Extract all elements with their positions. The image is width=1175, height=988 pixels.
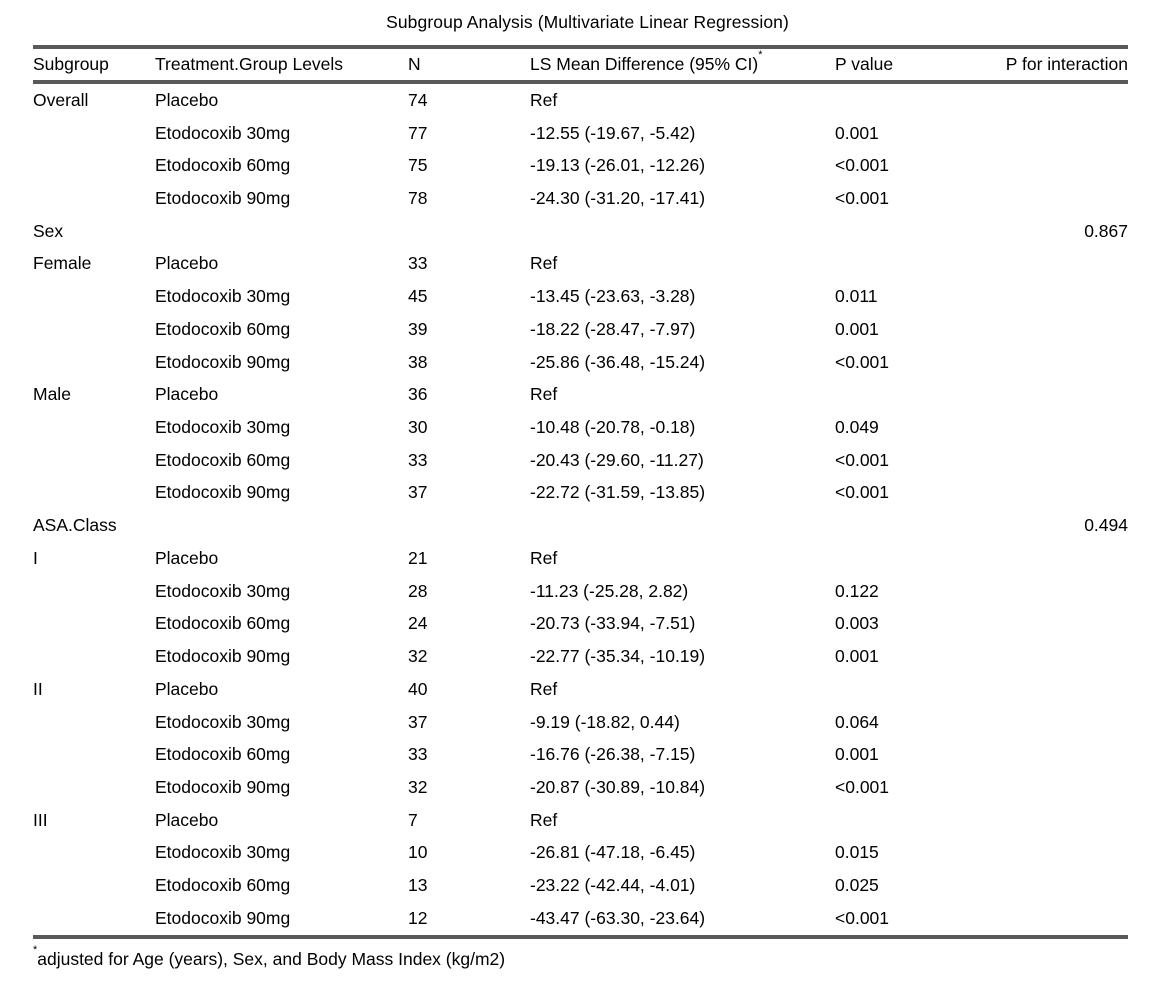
table-row <box>33 117 1128 150</box>
subgroup-analysis-table <box>33 45 1128 939</box>
table-row <box>33 444 1128 477</box>
cell-ls-mean-difference: Ref <box>530 809 558 830</box>
cell-p-for-interaction <box>985 149 1128 182</box>
cell-p-value: 0.122 <box>835 580 879 601</box>
cell-ls-mean-difference <box>530 215 835 248</box>
cell-subgroup <box>33 346 155 379</box>
cell-subgroup <box>33 902 155 937</box>
cell-p-value: 0.003 <box>835 613 879 634</box>
cell-ls-mean-difference: -22.77 (-35.34, -10.19) <box>530 646 706 667</box>
cell-p-value: <0.001 <box>835 155 890 176</box>
cell-ls-mean-difference: -16.76 (-26.38, -7.15) <box>530 744 696 765</box>
cell-treatment-group-level: Etodocoxib 60mg <box>155 449 291 470</box>
cell-p-for-interaction <box>985 411 1128 444</box>
cell-p-value: 0.001 <box>835 318 879 339</box>
footnote-text: adjusted for Age (years), Sex, and Body Mass Index (kg/m2) <box>37 948 506 969</box>
header-row <box>33 47 1128 82</box>
cell-p-value <box>835 804 985 837</box>
cell-p-for-interaction <box>985 869 1128 902</box>
cell-subgroup <box>33 411 155 444</box>
cell-ls-mean-difference: -24.30 (-31.20, -17.41) <box>530 188 706 209</box>
cell-subgroup <box>33 738 155 771</box>
table-row <box>33 313 1128 346</box>
cell-p-value: <0.001 <box>835 776 890 797</box>
cell-n: 45 <box>408 286 428 307</box>
cell-treatment-group-level: Etodocoxib 30mg <box>155 580 291 601</box>
cell-subgroup <box>33 280 155 313</box>
cell-n: 33 <box>408 449 428 470</box>
cell-n: 10 <box>408 842 428 863</box>
cell-subgroup: III <box>33 809 48 830</box>
table-header <box>33 47 1128 82</box>
cell-p-value <box>835 82 985 117</box>
cell-p-value: 0.064 <box>835 711 879 732</box>
cell-p-for-interaction <box>985 117 1128 150</box>
cell-subgroup: II <box>33 678 43 699</box>
cell-treatment-group-level: Placebo <box>155 384 219 405</box>
cell-p-for-interaction <box>985 608 1128 641</box>
cell-treatment-group-level: Placebo <box>155 678 219 699</box>
table-row <box>33 215 1128 248</box>
footnote-marker-superscript: * <box>33 943 38 956</box>
cell-p-value <box>835 215 985 248</box>
table-row <box>33 248 1128 281</box>
cell-subgroup <box>33 575 155 608</box>
cell-ls-mean-difference: -20.73 (-33.94, -7.51) <box>530 613 696 634</box>
cell-subgroup <box>33 117 155 150</box>
table-row <box>33 804 1128 837</box>
cell-p-for-interaction <box>985 280 1128 313</box>
cell-subgroup: Female <box>33 253 92 274</box>
cell-subgroup <box>33 477 155 510</box>
cell-ls-mean-difference: -43.47 (-63.30, -23.64) <box>530 907 706 928</box>
cell-p-for-interaction <box>985 477 1128 510</box>
cell-treatment-group-level: Etodocoxib 90mg <box>155 482 291 503</box>
cell-treatment-group-level <box>155 509 408 542</box>
cell-ls-mean-difference: -23.22 (-42.44, -4.01) <box>530 875 696 896</box>
cell-p-for-interaction <box>985 902 1128 937</box>
table-row <box>33 477 1128 510</box>
column-header-p-value: P value <box>835 47 985 82</box>
cell-p-for-interaction <box>985 248 1128 281</box>
cell-subgroup: Male <box>33 384 71 405</box>
table-row <box>33 706 1128 739</box>
cell-subgroup: ASA.Class <box>33 515 117 536</box>
table-row <box>33 346 1128 379</box>
cell-ls-mean-difference: -11.23 (-25.28, 2.82) <box>530 580 689 601</box>
cell-n: 39 <box>408 318 428 339</box>
table-body <box>33 82 1128 937</box>
cell-n: 36 <box>408 384 428 405</box>
cell-subgroup <box>33 640 155 673</box>
table-row <box>33 902 1128 937</box>
cell-subgroup: Overall <box>33 89 89 110</box>
table-row <box>33 608 1128 641</box>
cell-treatment-group-level: Etodocoxib 90mg <box>155 188 291 209</box>
cell-ls-mean-difference: -13.45 (-23.63, -3.28) <box>530 286 696 307</box>
column-header-n: N <box>408 47 530 82</box>
cell-p-value: <0.001 <box>835 449 890 470</box>
cell-n: 77 <box>408 122 428 143</box>
cell-treatment-group-level: Etodocoxib 90mg <box>155 351 291 372</box>
cell-n <box>408 215 530 248</box>
cell-subgroup <box>33 771 155 804</box>
footnote <box>33 943 1128 970</box>
cell-p-value: 0.025 <box>835 875 879 896</box>
cell-subgroup <box>33 869 155 902</box>
cell-subgroup <box>33 837 155 870</box>
cell-p-for-interaction <box>985 673 1128 706</box>
cell-treatment-group-level: Etodocoxib 30mg <box>155 711 291 732</box>
column-header-ls-mean-difference <box>530 47 835 82</box>
cell-treatment-group-level: Etodocoxib 60mg <box>155 318 291 339</box>
cell-n: 7 <box>408 809 418 830</box>
table-row <box>33 509 1128 542</box>
table-row <box>33 869 1128 902</box>
cell-subgroup: I <box>33 547 38 568</box>
table-row <box>33 542 1128 575</box>
cell-treatment-group-level: Placebo <box>155 547 219 568</box>
table-row <box>33 378 1128 411</box>
cell-p-for-interaction <box>985 706 1128 739</box>
table-row <box>33 771 1128 804</box>
cell-treatment-group-level: Etodocoxib 60mg <box>155 744 291 765</box>
cell-p-for-interaction <box>985 771 1128 804</box>
table-row <box>33 575 1128 608</box>
cell-p-for-interaction <box>985 575 1128 608</box>
cell-p-for-interaction <box>985 444 1128 477</box>
cell-p-value: 0.001 <box>835 122 879 143</box>
cell-n: 12 <box>408 907 428 928</box>
cell-p-value: 0.001 <box>835 744 879 765</box>
cell-ls-mean-difference: -22.72 (-31.59, -13.85) <box>530 482 706 503</box>
cell-p-for-interaction <box>985 542 1128 575</box>
cell-subgroup <box>33 149 155 182</box>
cell-n: 75 <box>408 155 428 176</box>
cell-treatment-group-level: Etodocoxib 30mg <box>155 417 291 438</box>
table-row <box>33 411 1128 444</box>
cell-treatment-group-level: Etodocoxib 30mg <box>155 122 291 143</box>
cell-ls-mean-difference: Ref <box>530 678 558 699</box>
cell-ls-mean-difference: -19.13 (-26.01, -12.26) <box>530 155 706 176</box>
cell-p-value <box>835 542 985 575</box>
cell-n: 24 <box>408 613 428 634</box>
cell-ls-mean-difference: -20.87 (-30.89, -10.84) <box>530 776 706 797</box>
cell-subgroup <box>33 313 155 346</box>
cell-treatment-group-level: Etodocoxib 90mg <box>155 646 291 667</box>
table-row <box>33 738 1128 771</box>
cell-treatment-group-level: Etodocoxib 60mg <box>155 875 291 896</box>
cell-n: 38 <box>408 351 428 372</box>
cell-n: 13 <box>408 875 428 896</box>
cell-n: 33 <box>408 253 428 274</box>
table-row <box>33 837 1128 870</box>
table-title: Subgroup Analysis (Multivariate Linear Regression) <box>386 12 789 32</box>
cell-n: 21 <box>408 547 428 568</box>
cell-ls-mean-difference: Ref <box>530 384 558 405</box>
cell-ls-mean-difference: Ref <box>530 89 558 110</box>
cell-treatment-group-level: Placebo <box>155 809 219 830</box>
cell-treatment-group-level: Etodocoxib 90mg <box>155 907 291 928</box>
cell-treatment-group-level <box>155 215 408 248</box>
table-row <box>33 640 1128 673</box>
cell-p-value: 0.049 <box>835 417 879 438</box>
cell-p-for-interaction: 0.867 <box>1084 220 1128 241</box>
cell-p-value: 0.015 <box>835 842 879 863</box>
cell-ls-mean-difference: -25.86 (-36.48, -15.24) <box>530 351 706 372</box>
cell-ls-mean-difference: -20.43 (-29.60, -11.27) <box>530 449 704 470</box>
column-header-p-for-interaction: P for interaction <box>985 47 1128 82</box>
cell-p-value <box>835 509 985 542</box>
cell-p-for-interaction <box>985 346 1128 379</box>
cell-p-for-interaction <box>985 378 1128 411</box>
cell-treatment-group-level: Etodocoxib 90mg <box>155 776 291 797</box>
cell-p-for-interaction <box>985 804 1128 837</box>
cell-p-value: <0.001 <box>835 188 890 209</box>
cell-n: 28 <box>408 580 428 601</box>
cell-treatment-group-level: Etodocoxib 60mg <box>155 155 291 176</box>
cell-subgroup: Sex <box>33 220 64 241</box>
cell-ls-mean-difference: Ref <box>530 547 558 568</box>
column-header-subgroup: Subgroup <box>33 47 155 82</box>
cell-n: 74 <box>408 89 428 110</box>
table-row <box>33 82 1128 117</box>
table-row <box>33 149 1128 182</box>
cell-treatment-group-level: Etodocoxib 30mg <box>155 286 291 307</box>
cell-subgroup <box>33 444 155 477</box>
cell-subgroup <box>33 608 155 641</box>
column-header-treatment-group-levels: Treatment.Group Levels <box>155 47 408 82</box>
cell-p-for-interaction <box>985 313 1128 346</box>
cell-p-value: <0.001 <box>835 482 890 503</box>
cell-p-for-interaction <box>985 837 1128 870</box>
cell-treatment-group-level: Placebo <box>155 253 219 274</box>
table-row <box>33 673 1128 706</box>
cell-n: 37 <box>408 482 428 503</box>
cell-ls-mean-difference: -9.19 (-18.82, 0.44) <box>530 711 680 732</box>
table-container <box>33 45 1128 939</box>
cell-treatment-group-level: Placebo <box>155 89 219 110</box>
cell-n: 30 <box>408 417 428 438</box>
cell-p-for-interaction <box>985 640 1128 673</box>
cell-p-value: 0.001 <box>835 646 879 667</box>
cell-p-for-interaction: 0.494 <box>1084 515 1128 536</box>
cell-subgroup <box>33 182 155 215</box>
cell-subgroup <box>33 706 155 739</box>
cell-p-for-interaction <box>985 182 1128 215</box>
cell-ls-mean-difference: -12.55 (-19.67, -5.42) <box>530 122 696 143</box>
cell-treatment-group-level: Etodocoxib 30mg <box>155 842 291 863</box>
cell-n: 33 <box>408 744 428 765</box>
cell-ls-mean-difference <box>530 509 835 542</box>
cell-ls-mean-difference: -26.81 (-47.18, -6.45) <box>530 842 696 863</box>
footnote-marker-superscript: * <box>758 49 763 62</box>
cell-n: 32 <box>408 776 428 797</box>
cell-ls-mean-difference: Ref <box>530 253 558 274</box>
table-row <box>33 280 1128 313</box>
cell-n: 32 <box>408 646 428 667</box>
cell-n: 78 <box>408 188 428 209</box>
cell-p-value <box>835 673 985 706</box>
table-row <box>33 182 1128 215</box>
ls-mean-difference-label: LS Mean Difference (95% CI) <box>530 54 759 74</box>
cell-p-for-interaction <box>985 738 1128 771</box>
cell-p-value: <0.001 <box>835 907 890 928</box>
cell-n: 37 <box>408 711 428 732</box>
cell-treatment-group-level: Etodocoxib 60mg <box>155 613 291 634</box>
cell-ls-mean-difference: -10.48 (-20.78, -0.18) <box>530 417 696 438</box>
cell-n <box>408 509 530 542</box>
cell-p-for-interaction <box>985 82 1128 117</box>
cell-p-value: <0.001 <box>835 351 890 372</box>
cell-p-value <box>835 378 985 411</box>
cell-p-value <box>835 248 985 281</box>
cell-p-value: 0.011 <box>835 286 878 307</box>
cell-ls-mean-difference: -18.22 (-28.47, -7.97) <box>530 318 696 339</box>
cell-n: 40 <box>408 678 428 699</box>
